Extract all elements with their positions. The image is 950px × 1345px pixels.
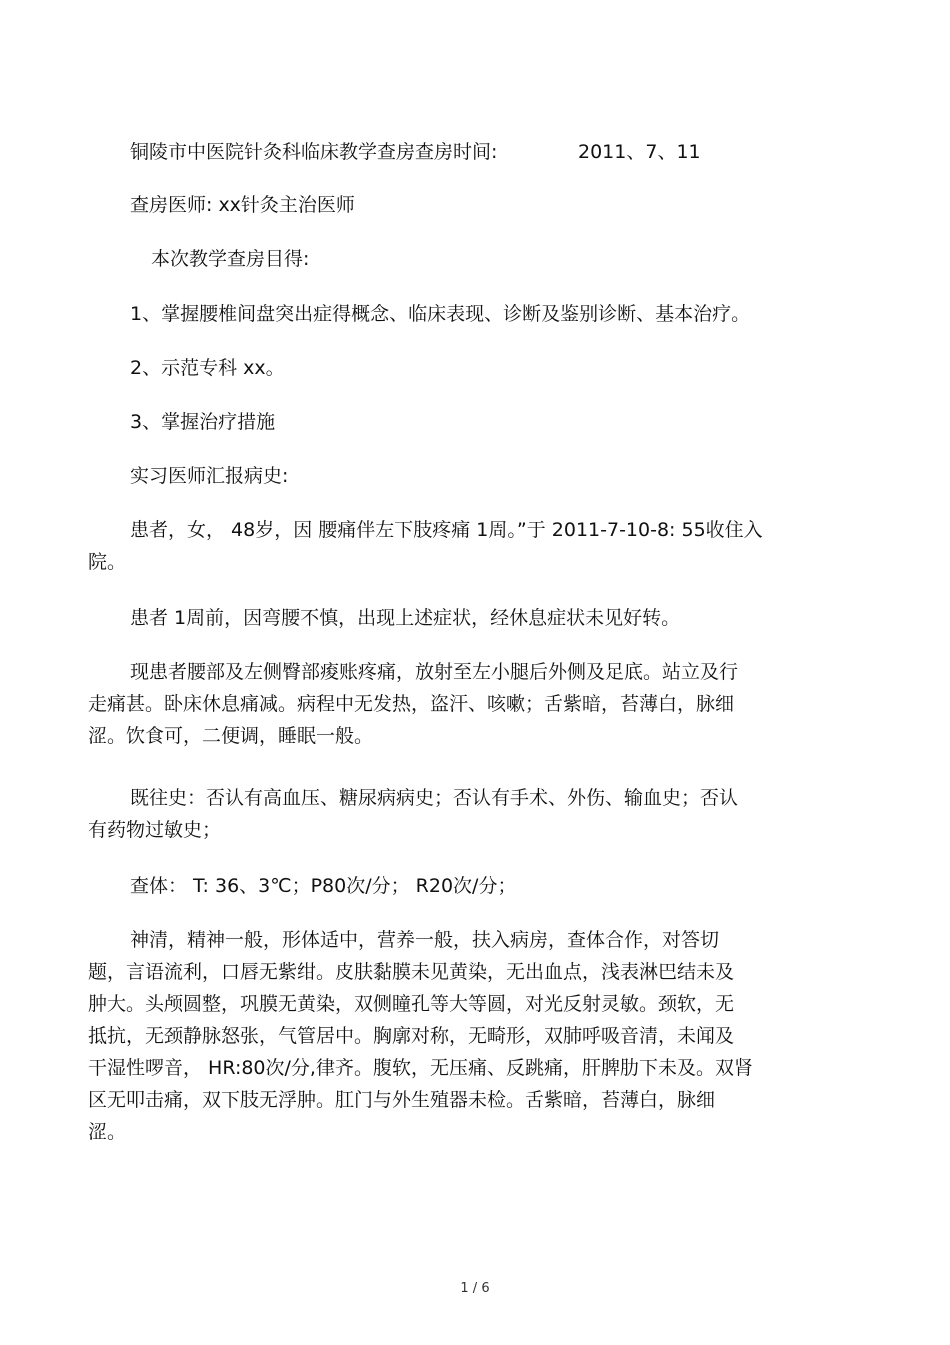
exam-line: 干湿性啰音， HR:80次/分,律齐。腹软，无压痛、反跳痛，肝脾肋下未及。双肾 [88, 1057, 753, 1079]
exam-line: 涩。 [88, 1121, 127, 1143]
report-heading: 实习医师汇报病史: [130, 465, 289, 487]
physical-exam [88, 924, 858, 1148]
present-symptoms [88, 656, 858, 752]
exam-line: 题，言语流利，口唇无紫绀。皮肤黏膜未见黄染，无出血点，浅表淋巴结未及 [88, 961, 735, 983]
exam-line: 神清，精神一般，形体适中，营养一般，扶入病房，查体合作，对答切 [130, 929, 720, 951]
attending-doctor-line: 查房医师: xx针灸主治医师 [130, 194, 355, 216]
purpose-item-2: 2、示范专科 xx。 [130, 357, 285, 379]
vitals-line: 查体： T: 36、3℃；P80次/分； R20次/分； [130, 875, 517, 897]
chief-complaint-line: 患者，女， 48岁，因 腰痛伴左下肢疼痛 1周。”于 2011-7-10-8: 55收住入 [130, 519, 763, 541]
purpose-heading: 本次教学查房目得: [151, 248, 310, 270]
purpose-item-1: 1、掌握腰椎间盘突出症得概念、临床表现、诊断及鉴别诊断、基本治疗。 [130, 303, 751, 325]
past-history-line: 有药物过敏史； [88, 819, 222, 841]
symptom-line: 涩。饮食可，二便调，睡眠一般。 [88, 725, 374, 747]
exam-line: 肿大。头颅圆整，巩膜无黄染，双侧瞳孔等大等圆，对光反射灵敏。颈软，无 [88, 993, 735, 1015]
exam-line: 抵抗，无颈静脉怒张，气管居中。胸廓对称，无畸形，双肺呼吸音清，未闻及 [88, 1025, 735, 1047]
rounds-date: 2011、7、11 [578, 141, 701, 163]
chief-complaint [88, 514, 858, 578]
past-history [88, 782, 858, 846]
past-history-line: 既往史：否认有高血压、糖尿病病史；否认有手术、外伤、输血史；否认 [130, 787, 739, 809]
history-onset: 患者 1周前，因弯腰不慎，出现上述症状，经休息症状未见好转。 [130, 607, 681, 629]
purpose-item-3: 3、掌握治疗措施 [130, 411, 276, 433]
symptom-line: 现患者腰部及左侧臀部痠账疼痛，放射至左小腿后外侧及足底。站立及行 [130, 661, 739, 683]
symptom-line: 走痛甚。卧床休息痛减。病程中无发热，盗汗、咳嗽；舌紫暗，苔薄白，脉细 [88, 693, 735, 715]
exam-line: 区无叩击痛，双下肢无浮肿。肛门与外生殖器未检。舌紫暗，苔薄白，脉细 [88, 1089, 716, 1111]
chief-complaint-line: 院。 [88, 551, 127, 573]
page-number: 1 / 6 [460, 1281, 490, 1296]
header-title: 铜陵市中医院针灸科临床教学查房查房时间: [130, 141, 498, 163]
